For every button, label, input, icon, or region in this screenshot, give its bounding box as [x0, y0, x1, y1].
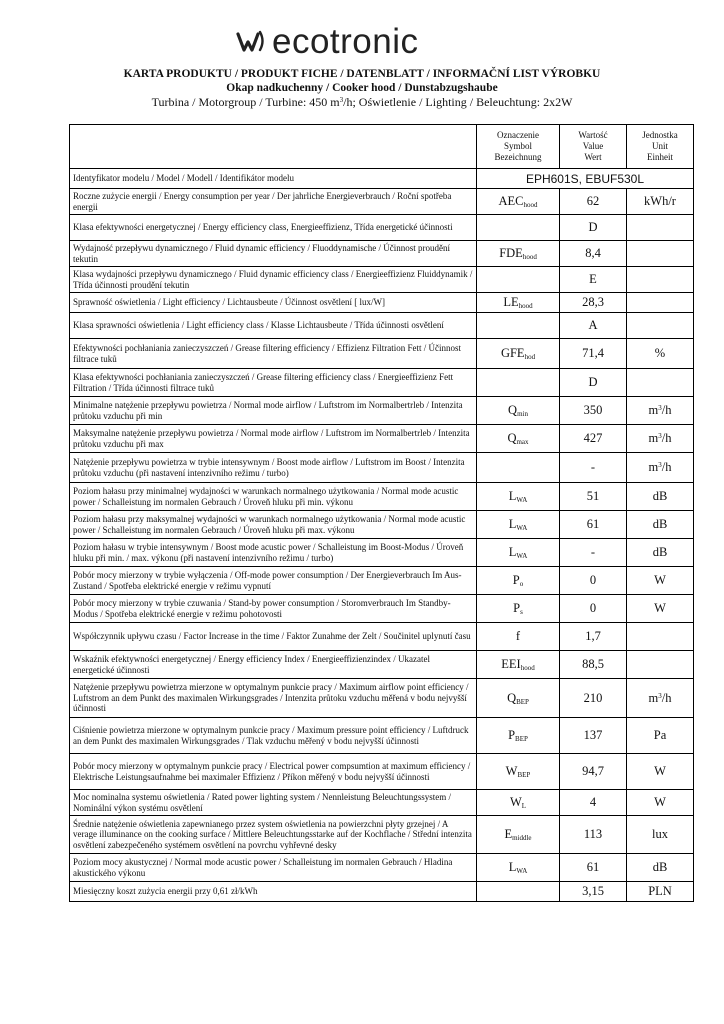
document-title: KARTA PRODUKTU / PRODUKT FICHE / DATENBLATT / INFORMAČNÍ LIST VÝROBKU: [123, 68, 601, 80]
row-description: Maksymalne natężenie przepływu powietrza / Normal mode airflow / Luftstrom im Normalbertrleb / Intenzita průtoku vzduchu při max: [70, 425, 477, 453]
row-unit: $m^3/h$: [627, 425, 694, 453]
row-value: 1,7: [560, 623, 627, 651]
model-label: Identyfikator modelu / Model / Modell / Identifikátor modelu: [70, 169, 477, 189]
row-value: 3,15: [560, 882, 627, 902]
row-symbol: $P_s$: [477, 595, 560, 623]
table-row: [70, 397, 694, 425]
table-row: [70, 651, 694, 679]
table-row: [70, 754, 694, 790]
row-value: D: [560, 215, 627, 241]
row-symbol: $L_{WA}$: [477, 539, 560, 567]
row-description: Średnie natężenie oświetlenia zapewnianego przez system oświetlenia na powierzchni płyty grzejnej / A verage illuminance on the cooking surface / Mittlere Beleuchtungsstarke auf der Kochflache / Střední intenzita osvětlení zabezpečeného systémem osvětlení na povrchu vyhřevné desky: [70, 816, 477, 854]
table-row: [70, 511, 694, 539]
row-value: 71,4: [560, 339, 627, 369]
row-description: Klasa sprawności oświetlenia / Light efficiency class / Klasse Lichtausbeute / Třída účinnosti osvětlení: [70, 313, 477, 339]
row-value: 4: [560, 790, 627, 816]
row-value: 113: [560, 816, 627, 854]
row-value: 51: [560, 483, 627, 511]
row-description: Pobór mocy mierzony w trybie wyłączenia / Off-mode power consumption / Der Energieverbrauch Im Aus-Zustand / Spotřeba elektrické energie v režimu vypnutí: [70, 567, 477, 595]
row-value: 0: [560, 595, 627, 623]
row-symbol: $P_{BEP}$: [477, 718, 560, 754]
row-description: Sprawność oświetlenia / Light efficiency / Lichtausbeute / Účinnost osvětlení [ lux/W]: [70, 293, 477, 313]
row-description: Wydajność przepływu dynamicznego / Fluid dynamic efficiency / Fluoddynamische / Účinnost proudění tekutin: [70, 241, 477, 267]
row-unit: [627, 241, 694, 267]
row-unit: dB: [627, 854, 694, 882]
row-description: Pobór mocy mierzony w optymalnym punkcie pracy / Electrical power compsumtion at maximum efficiency / Elektrische Leistungsaufnahme bei maximaler Effizienz / Příkon měřený v bodu nejvyšší účinnosti: [70, 754, 477, 790]
table-row: [70, 623, 694, 651]
row-value: -: [560, 539, 627, 567]
row-value: 61: [560, 854, 627, 882]
row-symbol: [477, 882, 560, 902]
row-unit: [627, 267, 694, 293]
row-symbol: [477, 313, 560, 339]
table-row: [70, 790, 694, 816]
row-unit: W: [627, 567, 694, 595]
row-description: Moc nominalna systemu oświetlenia / Rated power lighting system / Nennleistung Beleuchtungssystem / Nominální výkon systému osvětlení: [70, 790, 477, 816]
row-symbol: $Q_{min}$: [477, 397, 560, 425]
row-unit: dB: [627, 511, 694, 539]
header-value: Wartość Value Wert: [560, 125, 627, 169]
row-description: Natężenie przepływu powietrza w trybie intensywnym / Boost mode airflow / Luftstrom im Boost / Intenzita průtoku vzduchu (při nastavení intenzivního režimu / turbo): [70, 453, 477, 483]
row-description: Poziom hałasu przy maksymalnej wydajności w warunkach normalnego użytkowania / Normal mode acustic power / Schalleistung im normalen Gebrauch / Úroveň hluku při max. výkonu: [70, 511, 477, 539]
row-symbol: $L_{WA}$: [477, 483, 560, 511]
row-unit: $m^3/h$: [627, 679, 694, 718]
brand-name: ecotronic: [272, 21, 419, 61]
row-symbol: [477, 267, 560, 293]
row-symbol: $LE_{hood}$: [477, 293, 560, 313]
row-unit: kWh/r: [627, 189, 694, 215]
table-row: [70, 854, 694, 882]
row-unit: dB: [627, 539, 694, 567]
row-description: Natężenie przepływu powietrza mierzone w optymalnym punkcie pracy / Maximum airflow point efficiency / Luftstrom an dem Punkt des maximalen Wirkungsgrades / Intenzita průtoku vzduchu měřená v bodu nejvyšší účinnosti: [70, 679, 477, 718]
row-value: 210: [560, 679, 627, 718]
row-description: Poziom hałasu przy minimalnej wydajności w warunkach normalnego użytkowania / Normal mode acustic power / Schalleistung im normalen Gebrauch / Úroveň hluku při min. výkonu: [70, 483, 477, 511]
table-row: [70, 679, 694, 718]
table-row: [70, 539, 694, 567]
row-symbol: [477, 215, 560, 241]
table-row: [70, 595, 694, 623]
row-unit: $m^3/h$: [627, 397, 694, 425]
row-value: 350: [560, 397, 627, 425]
model-row: [70, 169, 694, 189]
row-value: E: [560, 267, 627, 293]
row-unit: [627, 623, 694, 651]
row-description: Minimalne natężenie przepływu powietrza / Normal mode airflow / Luftstrom im Normalbertrleb / Intenzita průtoku vzduchu při min: [70, 397, 477, 425]
table-row: [70, 313, 694, 339]
product-fiche-table: [69, 124, 694, 902]
row-symbol: $W_{BEP}$: [477, 754, 560, 790]
row-symbol: $GFE_{hod}$: [477, 339, 560, 369]
table-row: [70, 293, 694, 313]
row-value: A: [560, 313, 627, 339]
row-symbol: $AEC_{hood}$: [477, 189, 560, 215]
table-row: [70, 816, 694, 854]
table-row: [70, 215, 694, 241]
row-description: Współczynnik upływu czasu / Factor Increase in the time / Faktor Zunahme der Zelt / Součinitel uplynutí času: [70, 623, 477, 651]
table-row: [70, 339, 694, 369]
row-description: Klasa efektywności energetycznej / Energy efficiency class, Energieeffizienz, Třída energetické účinnosti: [70, 215, 477, 241]
row-symbol: [477, 453, 560, 483]
table-row: [70, 567, 694, 595]
row-unit: [627, 369, 694, 397]
header-unit: Jednostka Unit Einheit: [627, 125, 694, 169]
brand-logo: [236, 20, 419, 62]
row-symbol: $E_{middle}$: [477, 816, 560, 854]
ecotronic-logo-icon: [236, 28, 266, 54]
row-value: 88,5: [560, 651, 627, 679]
row-unit: PLN: [627, 882, 694, 902]
row-description: Pobór mocy mierzony w trybie czuwania / Stand-by power consumption / Storomverbrauch Im Standby-Modus / Spotřeba elektrické energie v režimu pohotovosti: [70, 595, 477, 623]
model-value: EPH601S, EBUF530L: [477, 169, 694, 189]
table-row: [70, 453, 694, 483]
row-unit: W: [627, 595, 694, 623]
row-description: Klasa wydajności przepływu dynamicznego / Fluid dynamic efficiency class / Energieeffizienz Fluiddynamik / Třída účinnosti proudění tekutin: [70, 267, 477, 293]
table-row: [70, 425, 694, 453]
row-unit: $m^3/h$: [627, 453, 694, 483]
row-unit: dB: [627, 483, 694, 511]
product-specs-line: Turbina / Motorgroup / Turbine: 450 $m^3/h$; Oświetlenie / Lighting / Beleuchtung: 2x2W: [151, 95, 573, 109]
table-row: [70, 369, 694, 397]
row-symbol: $P_o$: [477, 567, 560, 595]
row-unit: [627, 651, 694, 679]
table-row: [70, 241, 694, 267]
row-description: Klasa efektywności pochłaniania zanieczyszczeń / Grease filtering efficiency class / Energieeffizienz Fett Filtration / Třída účinnosti filtrace tuků: [70, 369, 477, 397]
row-description: Wskaźnik efektywności energetycznej / Energy efficiency Index / Energieeffizienzindex / Ukazatel energetické účinnosti: [70, 651, 477, 679]
row-unit: %: [627, 339, 694, 369]
row-description: Roczne zużycie energii / Energy consumption per year / Der jahrliche Energieverbrauch / Roční spotřeba energii: [70, 189, 477, 215]
row-description: Poziom hałasu w trybie intensywnym / Boost mode acustic power / Schalleistung im Boost-Modus / Úroveň hluku při min. / max. výkonu (při nastavení intenzivního režimu / turbo): [70, 539, 477, 567]
header-symbol: Oznaczenie Symbol Bezeichnung: [477, 125, 560, 169]
row-symbol: $Q_{max}$: [477, 425, 560, 453]
table-header-row: [70, 125, 694, 169]
row-symbol: [477, 369, 560, 397]
row-symbol: $EEI_{hood}$: [477, 651, 560, 679]
document-subtitle: Okap nadkuchenny / Cooker hood / Dunstabzugshaube: [226, 82, 498, 94]
header-blank-cell: [70, 125, 477, 169]
row-unit: [627, 215, 694, 241]
table-row: [70, 483, 694, 511]
row-value: 94,7: [560, 754, 627, 790]
row-description: Ciśnienie powietrza mierzone w optymalnym punkcie pracy / Maximum pressure point efficiency / Luftdruck an dem Punkt des maximalen Wirkungsgrades / Tlak vzduchu měřený v bodu nejvyšší účinnosti: [70, 718, 477, 754]
row-value: 28,3: [560, 293, 627, 313]
row-value: 62: [560, 189, 627, 215]
row-value: 61: [560, 511, 627, 539]
row-value: -: [560, 453, 627, 483]
row-value: 0: [560, 567, 627, 595]
row-symbol: $W_L$: [477, 790, 560, 816]
row-symbol: $FDE_{hood}$: [477, 241, 560, 267]
row-description: Poziom mocy akustycznej / Normal mode acustic power / Schalleistung im normalen Gebrauch / Hladina akustického výkonu: [70, 854, 477, 882]
table-row: [70, 189, 694, 215]
row-unit: [627, 293, 694, 313]
table-row: [70, 718, 694, 754]
row-unit: Pa: [627, 718, 694, 754]
row-value: 8,4: [560, 241, 627, 267]
row-symbol: $Q_{BEP}$: [477, 679, 560, 718]
row-value: D: [560, 369, 627, 397]
row-value: 427: [560, 425, 627, 453]
table-row: [70, 267, 694, 293]
table-row: [70, 882, 694, 902]
row-symbol: f: [477, 623, 560, 651]
row-description: Efektywności pochłaniania zanieczyszczeń / Grease filtering efficiency / Effizienz Filtration Fett / Účinnost filtrace tuků: [70, 339, 477, 369]
row-value: 137: [560, 718, 627, 754]
row-unit: W: [627, 790, 694, 816]
row-symbol: $L_{WA}$: [477, 511, 560, 539]
row-unit: lux: [627, 816, 694, 854]
row-symbol: $L_{WA}$: [477, 854, 560, 882]
row-unit: [627, 313, 694, 339]
row-unit: W: [627, 754, 694, 790]
row-description: Miesięczny koszt zużycia energii przy 0,61 zł/kWh: [70, 882, 477, 902]
